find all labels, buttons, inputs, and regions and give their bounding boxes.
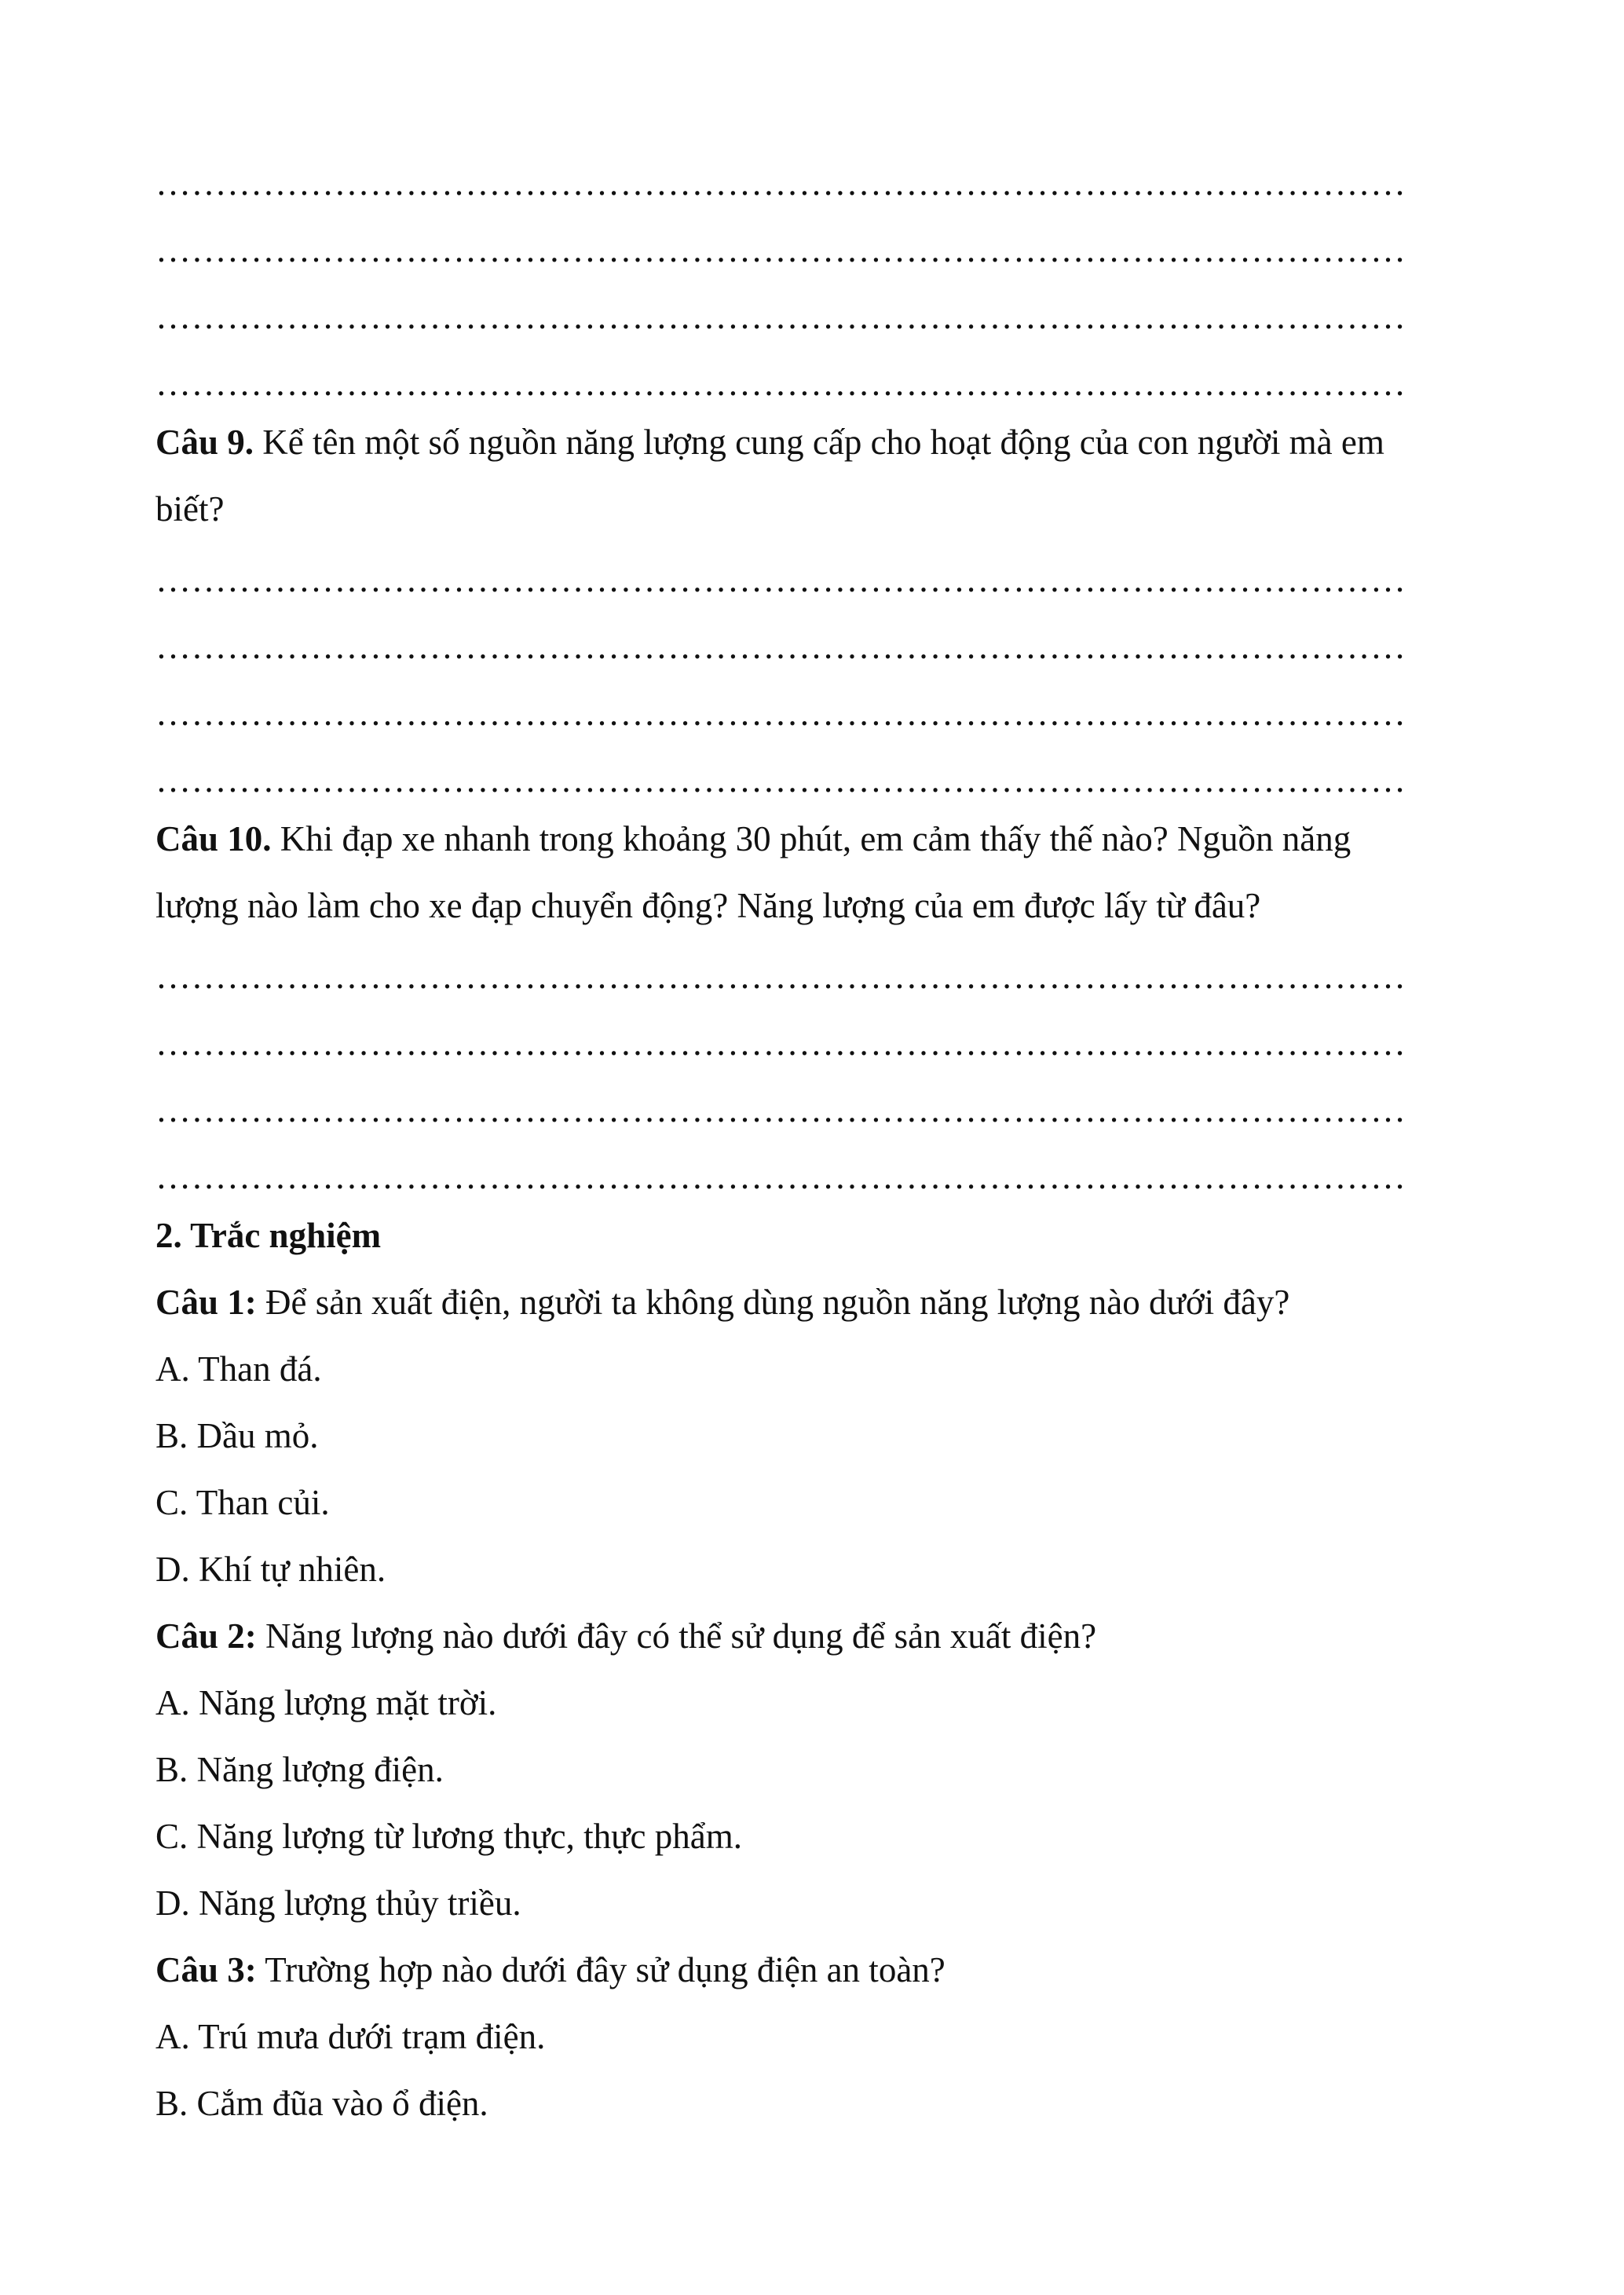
answer-line: …………………………………………………………………………………………… bbox=[155, 694, 1406, 733]
question-10-text-cont: lượng nào làm cho xe đạp chuyển động? Năng lượng của em được lấy từ đâu? bbox=[155, 886, 1261, 925]
mc-question-3-text: Trường hợp nào dưới đây sử dụng điện an toàn? bbox=[256, 1950, 946, 1989]
mc-option-2a: A. Năng lượng mặt trời. bbox=[155, 1683, 497, 1722]
mc-question-2 bbox=[155, 1614, 1096, 1658]
answer-line: …………………………………………………………………………………………… bbox=[155, 230, 1406, 269]
answer-line: …………………………………………………………………………………………… bbox=[155, 627, 1406, 666]
answer-line: …………………………………………………………………………………………… bbox=[155, 163, 1406, 203]
answer-line: …………………………………………………………………………………………… bbox=[155, 1023, 1406, 1063]
question-9 bbox=[155, 420, 1384, 464]
mc-question-1-label: Câu 1: bbox=[155, 1283, 257, 1322]
mc-option-2b: B. Năng lượng điện. bbox=[155, 1750, 444, 1789]
answer-line: …………………………………………………………………………………………… bbox=[155, 364, 1406, 403]
mc-question-2-label: Câu 2: bbox=[155, 1616, 257, 1656]
mc-option-1a: A. Than đá. bbox=[155, 1349, 322, 1389]
answer-line: …………………………………………………………………………………………… bbox=[155, 760, 1406, 800]
answer-line: …………………………………………………………………………………………… bbox=[155, 1090, 1406, 1129]
mc-option-3b: B. Cắm đũa vào ổ điện. bbox=[155, 2084, 488, 2123]
mc-option-2d: D. Năng lượng thủy triều. bbox=[155, 1883, 521, 1923]
answer-line: …………………………………………………………………………………………… bbox=[155, 957, 1406, 996]
mc-option-3a: A. Trú mưa dưới trạm điện. bbox=[155, 2017, 546, 2056]
question-9-text-cont: biết? bbox=[155, 489, 225, 529]
question-9-text: Kể tên một số nguồn năng lượng cung cấp cho hoạt động của con người mà em bbox=[254, 423, 1384, 462]
mc-question-3 bbox=[155, 1948, 946, 1992]
mc-option-1d: D. Khí tự nhiên. bbox=[155, 1550, 386, 1589]
question-10 bbox=[155, 817, 1351, 861]
mc-question-1 bbox=[155, 1280, 1289, 1324]
mc-option-1b: B. Dầu mỏ. bbox=[155, 1416, 319, 1455]
question-10-label: Câu 10. bbox=[155, 819, 272, 858]
mc-option-2c: C. Năng lượng từ lương thực, thực phẩm. bbox=[155, 1817, 742, 1856]
section-title-text: 2. Trắc nghiệm bbox=[155, 1216, 382, 1255]
question-10-text: Khi đạp xe nhanh trong khoảng 30 phút, em cảm thấy thế nào? Nguồn năng bbox=[271, 819, 1352, 858]
mc-question-3-label: Câu 3: bbox=[155, 1950, 257, 1989]
answer-line: …………………………………………………………………………………………… bbox=[155, 560, 1406, 599]
answer-line: …………………………………………………………………………………………… bbox=[155, 297, 1406, 336]
mc-question-1-text: Để sản xuất điện, người ta không dùng nguồn năng lượng nào dưới đây? bbox=[256, 1283, 1290, 1322]
answer-line: …………………………………………………………………………………………… bbox=[155, 1157, 1406, 1196]
question-9-label: Câu 9. bbox=[155, 423, 254, 462]
mc-option-1c: C. Than củi. bbox=[155, 1483, 330, 1522]
section-title bbox=[155, 1213, 381, 1257]
mc-question-2-text: Năng lượng nào dưới đây có thể sử dụng để sản xuất điện? bbox=[256, 1616, 1097, 1656]
